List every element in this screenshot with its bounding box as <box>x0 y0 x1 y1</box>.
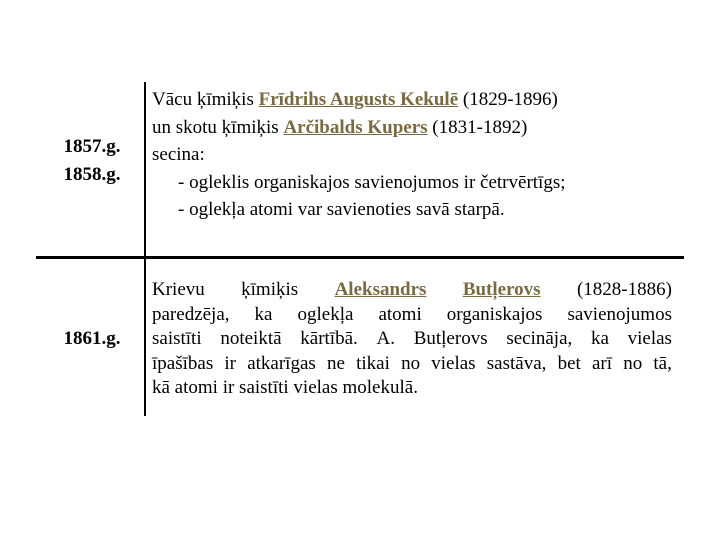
row2-word: ka <box>254 303 273 325</box>
row1-dates <box>47 133 137 189</box>
row1-line2-pre: un skotu ķīmiķis <box>152 116 284 138</box>
row2-word: Krievu <box>152 279 205 300</box>
row1-line2 <box>152 114 672 142</box>
row2-word: A. <box>376 328 395 349</box>
row2-word: atkarīgas <box>247 352 316 374</box>
row1-text <box>152 86 672 224</box>
link-kekule[interactable]: Frīdrihs Augusts Kekulē <box>258 89 459 110</box>
row2-word: sastāva, <box>486 352 547 374</box>
link-aleksandrs[interactable]: Aleksandrs <box>334 279 427 300</box>
row1-line2-post: (1831-1892) <box>427 116 528 138</box>
row2-word: atomi <box>378 303 422 325</box>
row2-line4 <box>152 352 672 377</box>
row2-word: savienojumos <box>567 303 672 325</box>
row2-word: bet <box>557 352 581 374</box>
row2-word: vielas <box>627 328 672 349</box>
row2-word: Butļerovs <box>413 328 488 349</box>
horizontal-divider <box>36 256 684 259</box>
row1-bullet2: - oglekļa atomi var savienoties savā starpā. <box>178 199 505 220</box>
row2-line1 <box>152 278 672 303</box>
row2-word: kārtībā. <box>300 328 358 349</box>
row2-word: saistīti <box>152 328 202 349</box>
date-1861: 1861.g. <box>63 328 121 349</box>
vertical-divider <box>144 82 146 416</box>
row2-line5 <box>152 376 672 401</box>
row2-word: tikai <box>356 352 390 374</box>
link-kupers[interactable]: Arčibalds Kupers <box>283 116 428 138</box>
row2-line2 <box>152 303 672 328</box>
row2-word: noteiktā <box>220 328 282 349</box>
date-1858: 1858.g. <box>63 164 121 185</box>
row2-word: paredzēja, <box>152 303 230 325</box>
link-butlerovs[interactable]: Butļerovs <box>462 279 541 300</box>
row2-word: no <box>623 352 643 374</box>
row2-word: arī <box>591 352 613 374</box>
row2-word: (1828-1886) <box>576 279 672 300</box>
row1-line1-post: (1829-1896) <box>458 89 558 110</box>
row2-word: īpašības <box>152 352 214 374</box>
row2-line3 <box>152 327 672 352</box>
row2-text <box>152 278 672 401</box>
row2-word: ne <box>326 352 345 374</box>
row2-word: vielas <box>431 352 476 374</box>
row2-word: secināja, <box>506 328 573 349</box>
row2-word: organiskajos <box>446 303 543 325</box>
row1-line1-pre: Vācu ķīmiķis <box>152 89 259 110</box>
row2-word: no <box>401 352 421 374</box>
row2-word: ir <box>224 352 237 374</box>
row1-line3: secina: <box>152 144 205 165</box>
row2-word: tā, <box>653 352 672 374</box>
row2-word: oglekļa <box>297 303 354 325</box>
date-1857: 1857.g. <box>63 136 121 157</box>
row2-word: ķīmiķis <box>241 279 299 300</box>
row2-line5-text: kā atomi ir saistīti vielas molekulā. <box>152 377 418 398</box>
row2-word: ka <box>590 328 609 349</box>
row1-line1 <box>152 86 672 114</box>
row1-bullet1: - ogleklis organiskajos savienojumos ir četrvērtīgs; <box>178 171 566 193</box>
